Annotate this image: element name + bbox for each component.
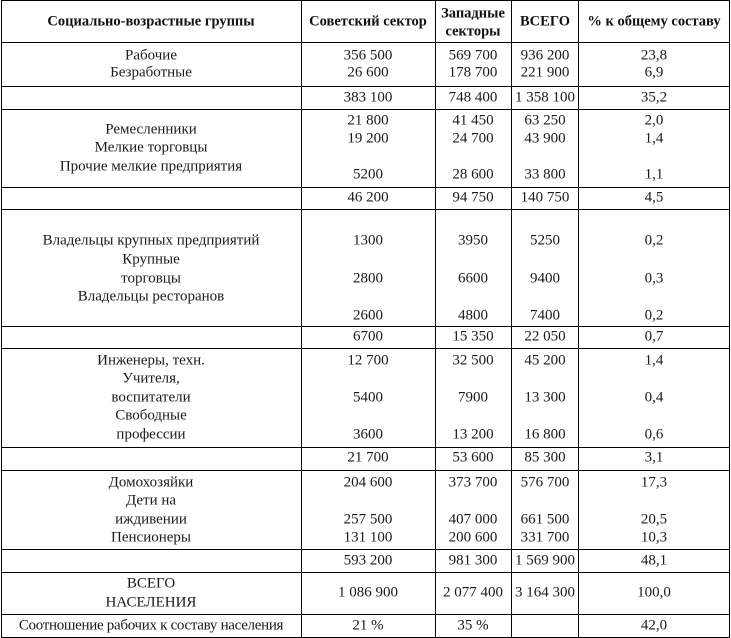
cell-western: 13 200 [452,426,494,443]
subtotal-soviet: 21 700 [347,449,389,466]
cell-soviet: 12 700 [347,352,389,369]
row-divider [1,447,730,448]
group-label: Пенсионеры [111,529,191,546]
ratio-label: Соотношение рабочих к составу населения [18,617,284,634]
cell-total: 33 800 [524,166,566,183]
subtotal-western: 94 750 [452,189,494,206]
group-label: Дети на [125,492,177,509]
subtotal-percent: 4,5 [644,189,664,206]
cell-western: 24 700 [452,130,494,147]
cell-total: 576 700 [520,474,570,491]
subtotal-total: 85 300 [524,449,566,466]
column-divider [578,0,579,638]
group-label: торговцы [121,270,181,287]
subtotal-soviet: 6700 [353,328,383,345]
cell-total: 5250 [530,232,560,249]
group-label: Домохозяйки [108,474,194,491]
cell-percent: 0,2 [644,307,664,324]
ratio-soviet: 21 % [352,617,384,634]
subtotal-total: 1 569 900 [515,552,575,569]
cell-soviet: 21 800 [347,112,389,129]
subtotal-total: 1 358 100 [515,89,575,106]
column-divider [511,0,512,638]
group-label: иждивении [115,511,187,528]
cell-soviet: 5200 [353,166,383,183]
cell-total: 661 500 [520,511,570,528]
cell-western: 28 600 [452,166,494,183]
row-divider [1,572,730,573]
subtotal-soviet: 593 200 [343,552,393,569]
cell-western: 178 700 [448,64,498,81]
cell-percent: 23,8 [640,47,668,64]
subtotal-total: 22 050 [524,328,566,345]
column-divider [301,0,302,638]
subtotal-western: 53 600 [452,449,494,466]
row-divider [1,470,730,471]
cell-western: 7900 [458,389,488,406]
cell-soviet: 2600 [353,307,383,324]
table-border [1,0,2,638]
grand-total-percent: 100,0 [637,584,671,601]
cell-total: 43 900 [524,130,566,147]
grand-total-label-line2: НАСЕЛЕНИЯ [105,594,197,611]
group-label: Прочие мелкие предприятия [59,158,243,175]
cell-soviet: 26 600 [347,64,389,81]
subtotal-western: 748 400 [448,89,498,106]
cell-western: 3950 [458,232,488,249]
grand-total-soviet: 1 086 900 [338,584,398,601]
cell-percent: 17,3 [640,474,668,491]
subtotal-percent: 3,1 [644,449,664,466]
grand-total-total: 3 164 300 [515,584,575,601]
cell-western: 6600 [458,270,488,287]
cell-percent: 0,3 [644,270,664,287]
cell-total: 9400 [530,270,560,287]
group-label: Ремесленники [105,121,197,138]
cell-percent: 0,2 [644,232,664,249]
cell-western: 200 600 [448,529,498,546]
row-divider [1,209,730,210]
group-label: Владельцы ресторанов [77,288,225,305]
ratio-western: 35 % [457,617,489,634]
group-label: Учителя, [122,370,180,387]
subtotal-western: 15 350 [452,328,494,345]
cell-western: 569 700 [448,47,498,64]
group-label: Мелкие торговцы [94,139,208,156]
table-border [1,0,730,1]
cell-percent: 1,4 [644,130,664,147]
column-divider [435,0,436,638]
subtotal-western: 981 300 [448,552,498,569]
cell-total: 63 250 [524,112,566,129]
subtotal-total: 140 750 [520,189,570,206]
cell-soviet: 131 100 [343,529,393,546]
cell-percent: 10,3 [640,529,668,546]
cell-percent: 6,9 [644,64,664,81]
cell-soviet: 204 600 [343,474,393,491]
row-divider [1,187,730,188]
subtotal-percent: 35,2 [640,89,668,106]
row-divider [1,326,730,327]
grand-total-western: 2 077 400 [443,584,503,601]
group-label: Инженеры, техн. [97,352,205,369]
row-divider [1,109,730,110]
subtotal-percent: 0,7 [644,328,664,345]
header-western-line1: Западные [441,5,505,22]
group-label: профессии [116,426,186,443]
header-percent: % к общему составу [587,13,721,30]
group-label: Крупные [122,251,180,268]
table-border [729,0,730,638]
subtotal-soviet: 383 100 [343,89,393,106]
cell-total: 7400 [530,307,560,324]
cell-total: 16 800 [524,426,566,443]
group-label: Безработные [110,64,192,81]
cell-western: 4800 [458,307,488,324]
row-divider [1,348,730,349]
cell-soviet: 356 500 [343,47,393,64]
cell-percent: 2,0 [644,112,664,129]
header-total: ВСЕГО [520,13,570,30]
cell-soviet: 3600 [353,426,383,443]
row-divider [1,614,730,615]
row-divider [1,86,730,87]
grand-total-label-line1: ВСЕГО [126,575,176,592]
header-western-line2: секторы [445,23,501,40]
row-divider [1,42,730,43]
cell-percent: 1,1 [644,166,664,183]
cell-soviet: 1300 [353,232,383,249]
subtotal-percent: 48,1 [640,552,668,569]
cell-percent: 0,6 [644,426,664,443]
cell-soviet: 2800 [353,270,383,287]
cell-western: 373 700 [448,474,498,491]
group-label: Владельцы крупных предприятий [42,232,260,249]
header-group: Социально-возрастные группы [47,13,255,30]
cell-percent: 1,4 [644,352,664,369]
header-soviet: Советский сектор [309,13,427,30]
cell-total: 13 300 [524,389,566,406]
cell-western: 407 000 [448,511,498,528]
cell-total: 936 200 [520,47,570,64]
cell-western: 41 450 [452,112,494,129]
cell-total: 45 200 [524,352,566,369]
subtotal-soviet: 46 200 [347,189,389,206]
group-label: воспитатели [111,389,191,406]
ratio-percent: 42,0 [640,617,668,634]
cell-soviet: 257 500 [343,511,393,528]
row-divider [1,549,730,550]
cell-soviet: 19 200 [347,130,389,147]
cell-western: 32 500 [452,352,494,369]
group-label: Свободные [115,407,187,424]
cell-percent: 0,4 [644,389,664,406]
cell-soviet: 5400 [353,389,383,406]
cell-percent: 20,5 [640,511,668,528]
cell-total: 221 900 [520,64,570,81]
cell-total: 331 700 [520,529,570,546]
group-label: Рабочие [125,47,177,64]
